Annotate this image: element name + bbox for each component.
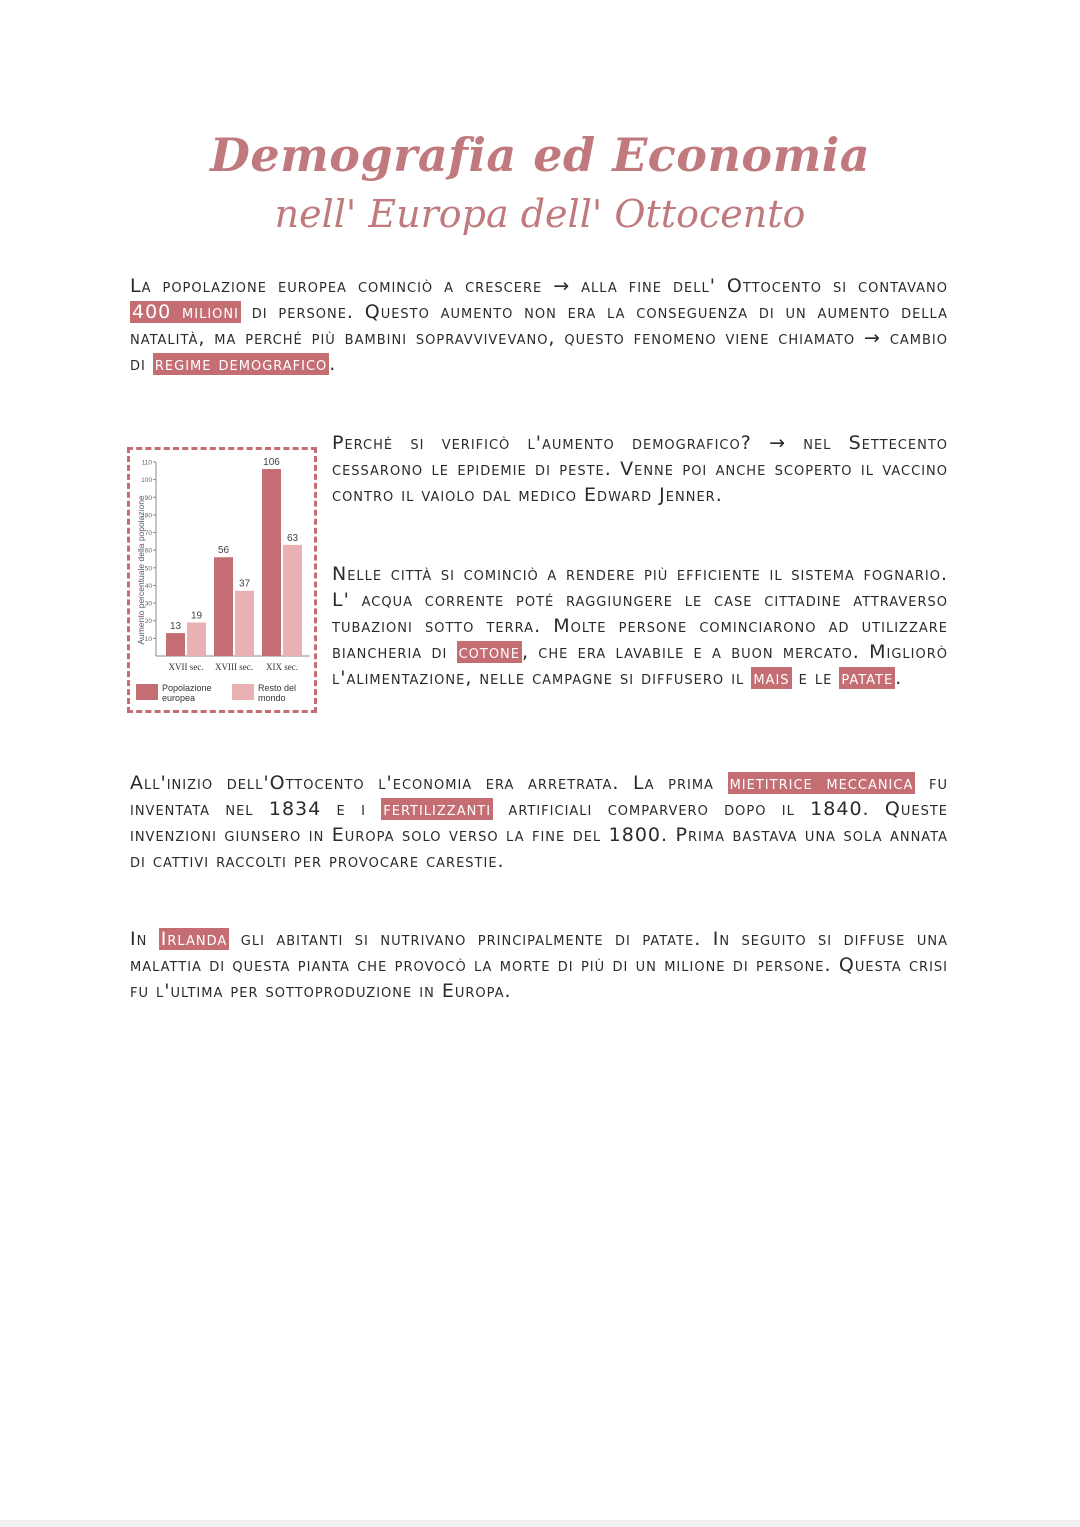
bar-value-label: 19 <box>190 610 203 622</box>
paragraph-popolazione <box>130 273 948 377</box>
bar-value-label: 37 <box>238 578 251 590</box>
bar-2-0 <box>262 469 281 656</box>
y-tick-label: 70 <box>144 530 152 538</box>
highlight-cotone: cotone <box>458 641 520 663</box>
legend-swatch <box>136 684 158 700</box>
highlight-regime-demografico: regime demografico <box>154 353 328 375</box>
text: e le <box>791 667 840 689</box>
bar-value-label: 13 <box>169 621 182 633</box>
text: In <box>130 928 159 950</box>
category-label: XVII sec. <box>168 662 204 672</box>
chart-frame <box>127 447 317 713</box>
legend-label: Popolazione europea <box>162 683 212 703</box>
bar-0-0 <box>166 633 185 656</box>
bar-1-0 <box>214 557 233 656</box>
bar-0-1 <box>187 622 206 656</box>
legend-swatch <box>232 684 254 700</box>
category-label: XVIII sec. <box>215 662 253 672</box>
paragraph-economia <box>130 770 948 874</box>
paragraph-aumento-demografico <box>332 430 948 508</box>
text: fu inventata nel 1834 e i <box>130 772 948 820</box>
paragraph-citta <box>332 561 948 691</box>
category-label: XIX sec. <box>266 662 298 672</box>
text: Nelle città si cominciò a rendere più efficiente il sistema fognario. L' acqua corrente poté raggiungere le case cittadine attraverso tubazioni sotto terra. Molte persone cominciarono ad utilizzare biancheria di <box>332 563 948 663</box>
highlight-400-milioni: 400 milioni <box>132 301 239 323</box>
text: di persone. Questo aumento non era la conseguenza di un aumento della natalità, ma perché più bambini sopravvivevano, questo fenomeno viene chiamato → cambio di <box>130 301 948 375</box>
text: Perché si verificò l'aumento demografico? → nel Settecento cessarono le epidemie di peste. Venne poi anche scoperto il vaccino contro il vaiolo dal medico Edward Jenner. <box>332 432 948 506</box>
highlight-fertilizzanti: fertilizzanti <box>383 798 492 820</box>
population-growth-chart <box>130 450 314 710</box>
bar-1-1 <box>235 591 254 656</box>
y-tick-label: 110 <box>141 459 152 467</box>
text: gli abitanti si nutrivano principalmente di patate. In seguito si diffuse una malattia di questa pianta che provocò la morte di più di un milione di persone. Questa crisi fu l'ultima per sottoproduzione in Europa. <box>130 928 948 1002</box>
y-tick-label: 40 <box>144 582 152 590</box>
bar-2-1 <box>283 545 302 656</box>
paragraph-irlanda <box>130 926 948 1004</box>
highlight-mais: mais <box>753 667 790 689</box>
text: All'inizio dell'Ottocento l'economia era arretrata. La prima <box>130 772 728 794</box>
y-tick-label: 60 <box>144 547 152 555</box>
y-tick-label: 90 <box>144 494 152 502</box>
highlight-patate: patate <box>841 667 894 689</box>
legend-label: Resto del mondo <box>258 683 297 703</box>
bar-value-label: 56 <box>217 545 230 557</box>
bar-value-label: 106 <box>263 457 280 469</box>
text: La popolazione europea cominciò a crescere → alla fine dell' Ottocento si contavano <box>130 275 948 297</box>
y-tick-label: 80 <box>144 512 152 520</box>
text: , che era lavabile e a buon mercato. Migliorò l'alimentazione, nelle campagne si diffusero il <box>332 641 948 689</box>
text: . <box>895 667 903 689</box>
y-tick-label: 100 <box>141 477 152 485</box>
page-title: Demografia ed Economia <box>209 128 871 182</box>
y-axis-label: Aumento percentuale della popolazione <box>136 495 146 645</box>
y-tick-label: 30 <box>144 600 152 608</box>
highlight-irlanda: Irlanda <box>160 928 228 950</box>
text: artificiali comparvero dopo il 1840. Queste invenzioni giunsero in Europa solo verso la fine del 1800. Prima bastava una sola annata di cattivi raccolti per provocare carestie. <box>130 798 948 872</box>
page-bottom-edge <box>0 1520 1080 1527</box>
page-subtitle: nell' Europa dell' Ottocento <box>274 192 806 236</box>
y-tick-label: 20 <box>144 618 152 626</box>
y-tick-label: 50 <box>144 565 152 573</box>
highlight-mietitrice-meccanica: mietitrice meccanica <box>729 772 914 794</box>
bar-value-label: 63 <box>286 532 299 544</box>
y-tick-label: 10 <box>144 635 152 643</box>
text: . <box>329 353 337 375</box>
